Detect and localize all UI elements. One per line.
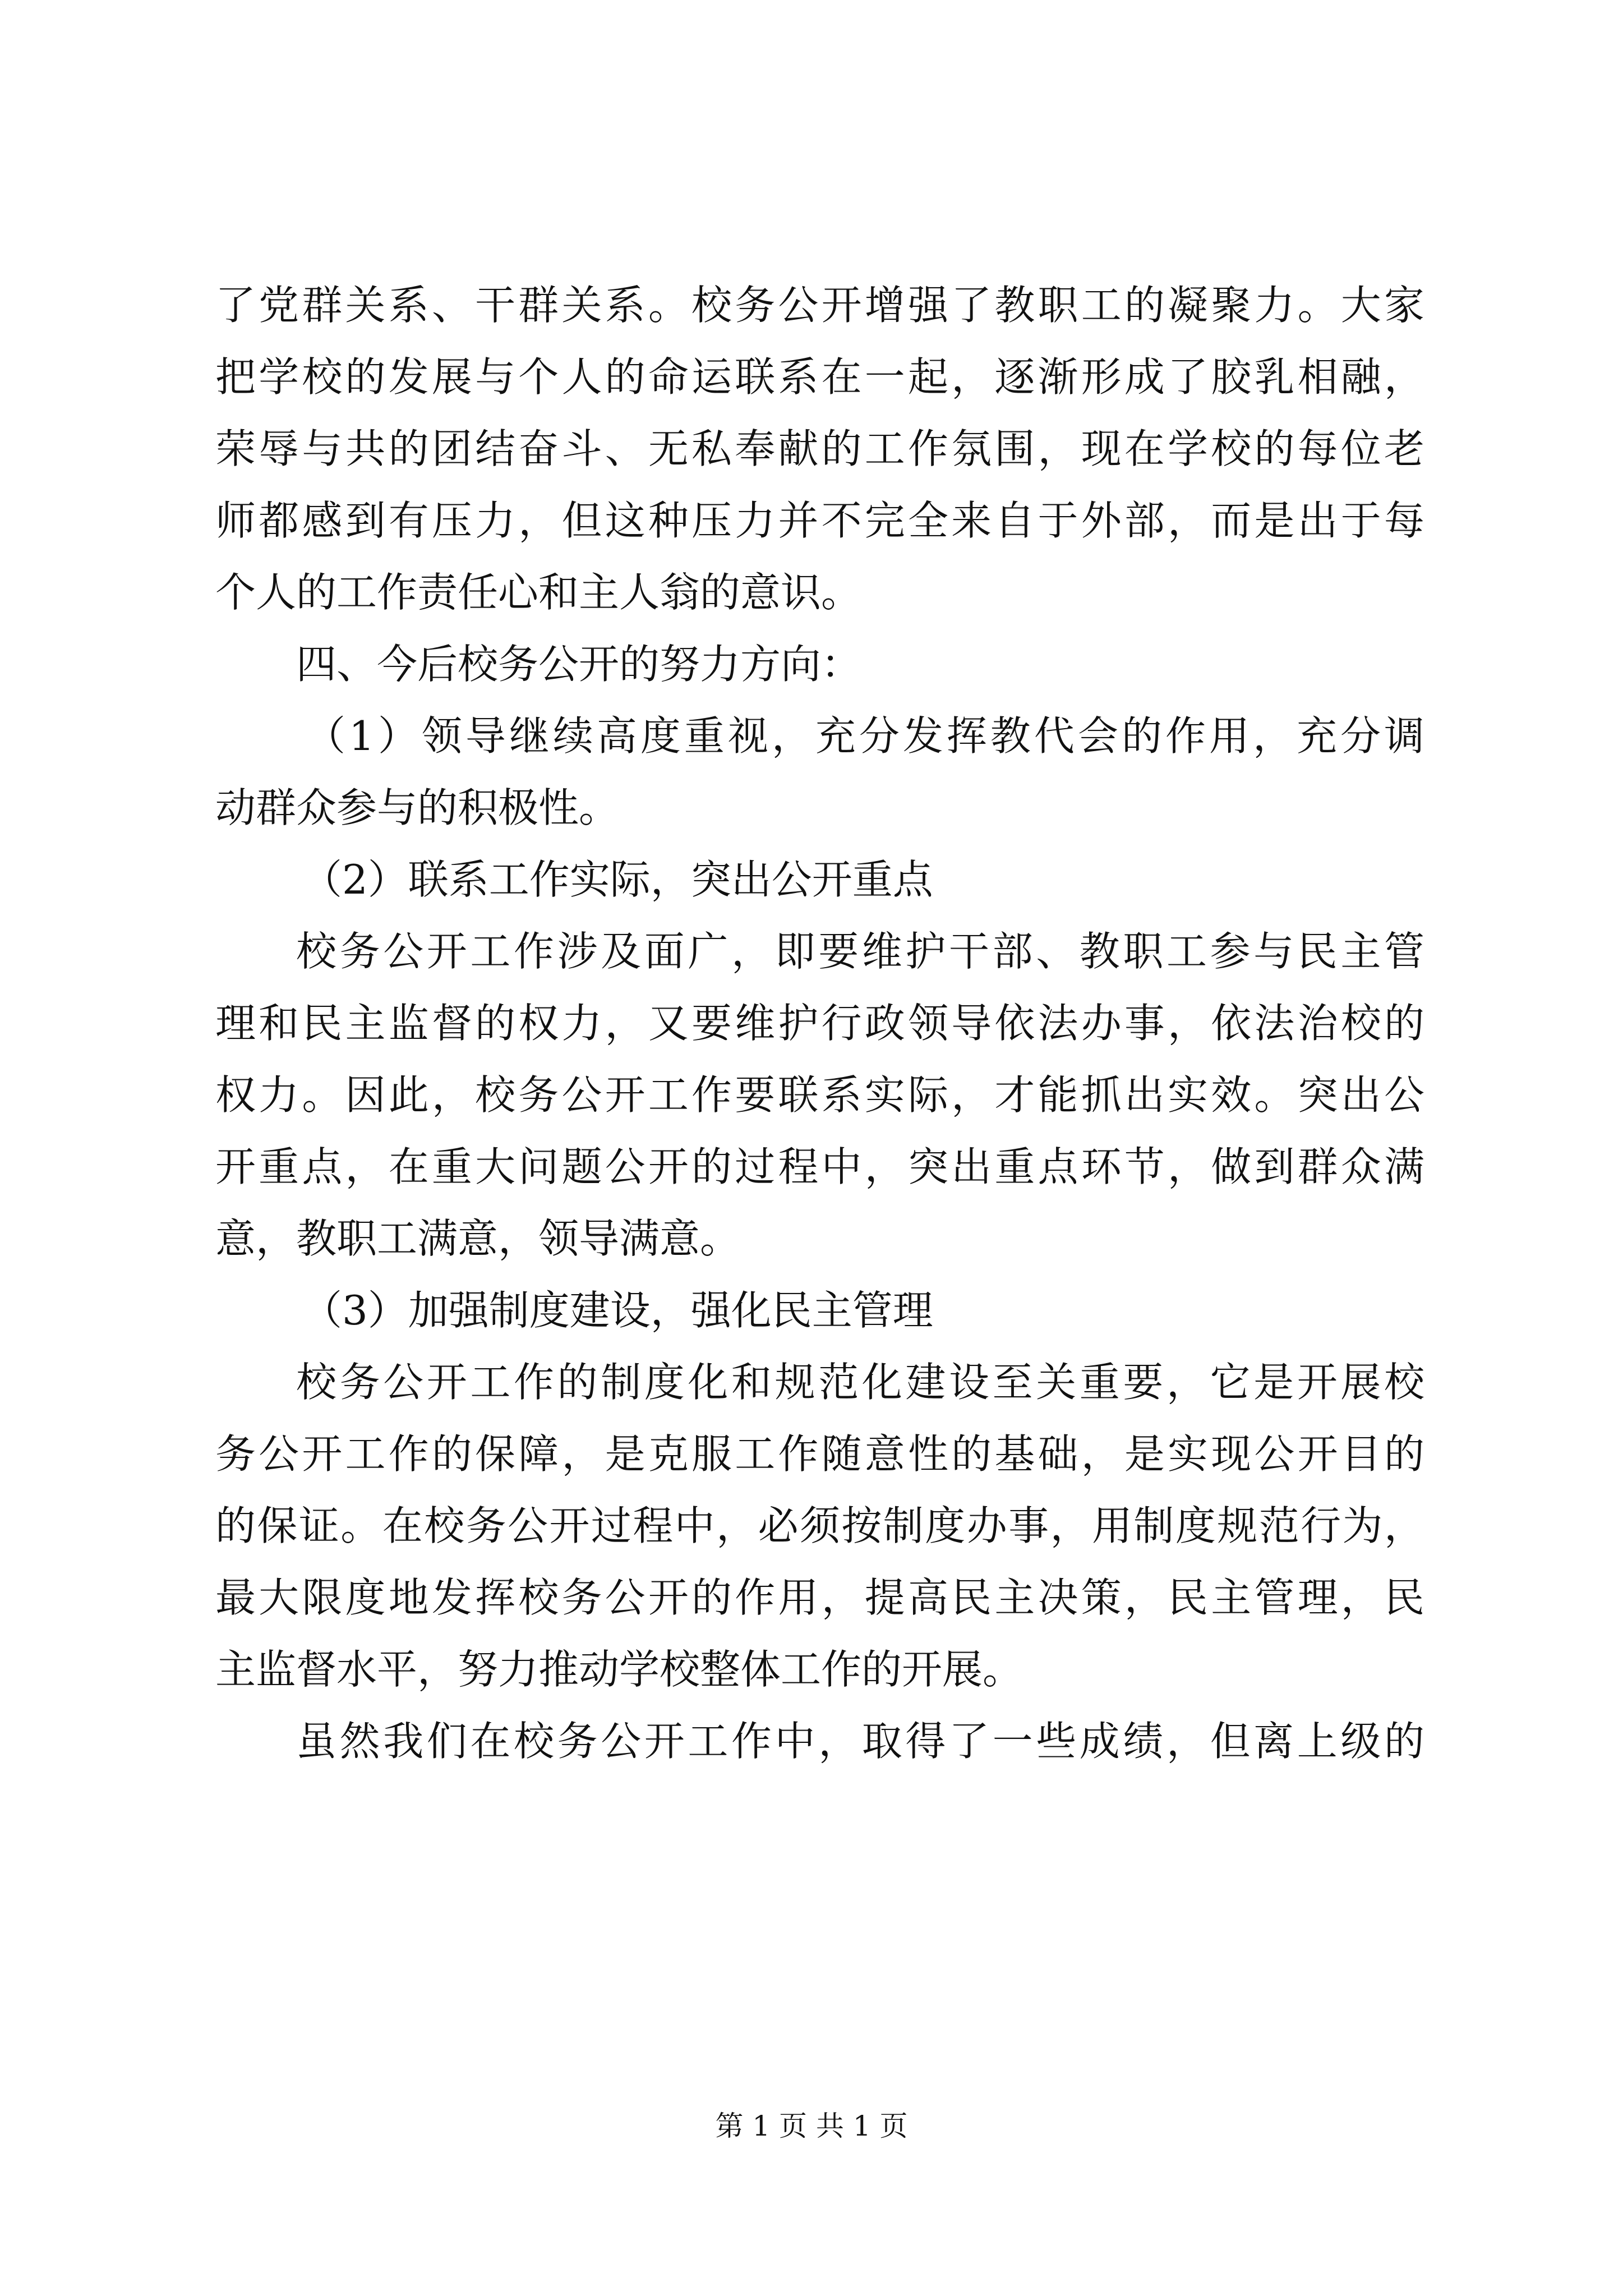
- text-line: 个人的工作责任心和主人翁的意识。: [215, 569, 862, 616]
- text-line: 虽然我们在校务公开工作中，取得了一些成绩，但离上级的: [296, 1718, 1424, 1765]
- text-line: 开重点，在重大问题公开的过程中，突出重点环节，做到群众满: [215, 1143, 1424, 1190]
- text-line: 把学校的发展与个人的命运联系在一起，逐渐形成了胶乳相融，: [215, 353, 1424, 401]
- text-line: 理和民主监督的权力，又要维护行政领导依法办事，依法治校的: [215, 1000, 1424, 1047]
- section-heading: 四、今后校务公开的努力方向：: [296, 641, 862, 688]
- text-line: 主监督水平，努力推动学校整体工作的开展。: [215, 1646, 1023, 1693]
- text-line: 了党群关系、干群关系。校务公开增强了教职工的凝聚力。大家: [215, 282, 1424, 329]
- document-body: [215, 269, 1424, 1777]
- text-line: 校务公开工作的制度化和规范化建设至关重要，它是开展校: [296, 1359, 1424, 1406]
- subheading: （3）加强制度建设，强化民主管理: [302, 1287, 933, 1334]
- text-line: 荣辱与共的团结奋斗、无私奉献的工作氛围，现在学校的每位老: [215, 425, 1424, 472]
- text-line: 意，教职工满意，领导满意。: [215, 1215, 741, 1262]
- text-line: 动群众参与的积极性。: [215, 784, 620, 831]
- text-line: 最大限度地发挥校务公开的作用，提高民主决策，民主管理，民: [215, 1574, 1424, 1621]
- page-footer: [0, 2106, 1623, 2146]
- text-line: 校务公开工作涉及面广，即要维护干部、教职工参与民主管: [296, 928, 1424, 975]
- text-line: 师都感到有压力，但这种压力并不完全来自于外部，而是出于每: [215, 497, 1424, 544]
- text-line: 务公开工作的保障，是克服工作随意性的基础，是实现公开目的: [215, 1430, 1424, 1478]
- page-number-label: 第 1 页 共 1 页: [715, 2110, 908, 2142]
- text-line: 的保证。在校务公开过程中，必须按制度办事，用制度规范行为，: [215, 1502, 1424, 1549]
- subheading: （2）联系工作实际，突出公开重点: [302, 856, 933, 903]
- text-line: （1）领导继续高度重视，充分发挥教代会的作用，充分调: [305, 712, 1424, 760]
- text-line: 权力。因此，校务公开工作要联系实际，才能抓出实效。突出公: [215, 1071, 1424, 1119]
